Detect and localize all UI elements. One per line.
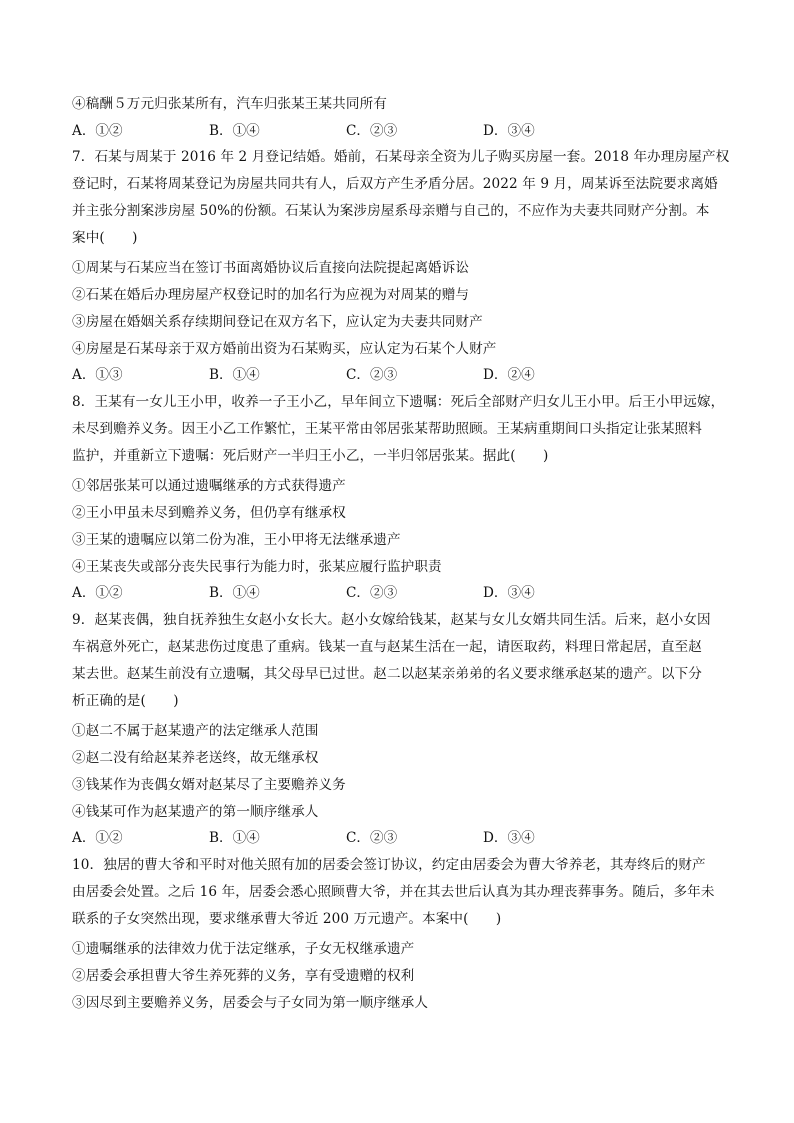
q9-option-b: B．①④ xyxy=(209,830,260,846)
q9-stem-line-4: 析正确的是( ) xyxy=(72,693,179,709)
q8-statement-1: ①邻居张某可以通过遗嘱继承的方式获得遗产 xyxy=(72,478,346,494)
q7-option-b: B．①④ xyxy=(209,367,260,383)
q9-stem-line-3: 某去世。赵某生前没有立遗嘱，其父母早已过世。赵二以赵某亲弟弟的名义要求继承赵某的遗产。以下分 xyxy=(72,666,702,682)
q8-stem-line-2: 未尽到赡养义务。因王小乙工作繁忙，王某平常由邻居张某帮助照顾。王某病重期间口头指定让张某照料 xyxy=(72,421,702,437)
q9-statement-4: ④钱某可作为赵某遗产的第一顺序继承人 xyxy=(72,804,319,820)
q8-option-c: C．②③ xyxy=(346,585,398,601)
q10-stem-line-3: 联系的子女突然出现，要求继承曹大爷近 200 万元遗产。本案中( ) xyxy=(72,911,502,927)
q8-stem-line-3: 监护，并重新立下遗嘱：死后财产一半归王小乙，一半归邻居张某。据此( ) xyxy=(72,448,549,464)
q8-statement-3: ③王某的遗嘱应以第二份为准，王小甲将无法继承遗产 xyxy=(72,532,401,548)
q10-statement-2: ②居委会承担曹大爷生养死葬的义务，享有受遗赠的权利 xyxy=(72,968,415,984)
q8-option-d: D．③④ xyxy=(483,585,535,601)
q6-option-b: B．①④ xyxy=(209,123,260,139)
q9-stem-line-1: 9．赵某丧偶，独自抚养独生女赵小女长大。赵小女嫁给钱某，赵某与女儿女婿共同生活。后来，赵小女因 xyxy=(72,612,711,628)
q10-stem-line-1: 10．独居的曹大爷和平时对他关照有加的居委会签订协议，约定由居委会为曹大爷养老，其寿终后的财产 xyxy=(72,857,706,873)
q7-statement-1: ①周某与石某应当在签订书面离婚协议后直接向法院提起离婚诉讼 xyxy=(72,260,470,276)
q9-statement-1: ①赵二不属于赵某遗产的法定继承人范围 xyxy=(72,723,319,739)
q8-option-a: A．①② xyxy=(72,585,123,601)
q10-statement-1: ①遗嘱继承的法律效力优于法定继承，子女无权继承遗产 xyxy=(72,941,415,957)
q9-statement-2: ②赵二没有给赵某养老送终，故无继承权 xyxy=(72,750,319,766)
q7-statement-3: ③房屋在婚姻关系存续期间登记在双方名下，应认定为夫妻共同财产 xyxy=(72,314,483,330)
q10-stem-line-2: 由居委会处置。之后 16 年，居委会悉心照顾曹大爷，并在其去世后认真为其办理丧葬事务。随后，多年未 xyxy=(72,884,715,900)
q6-option-d: D．③④ xyxy=(483,123,535,139)
q6-option-c: C．②③ xyxy=(346,123,398,139)
q9-option-d: D．③④ xyxy=(483,830,535,846)
q7-statement-4: ④房屋是石某母亲于双方婚前出资为石某购买，应认定为石某个人财产 xyxy=(72,341,497,357)
q6-option-a: A．①② xyxy=(72,123,123,139)
q9-option-c: C．②③ xyxy=(346,830,398,846)
q9-option-a: A．①② xyxy=(72,830,123,846)
q7-stem-line-4: 案中( ) xyxy=(72,230,138,246)
q7-stem-line-1: 7．石某与周某于 2016 年 2 月登记结婚。婚前，石某母亲全资为儿子购买房屋一套。2018 年办理房屋产权 xyxy=(72,149,730,165)
q8-option-b: B．①④ xyxy=(209,585,260,601)
q7-option-d: D．②④ xyxy=(483,367,535,383)
q9-stem-line-2: 车祸意外死亡，赵某悲伤过度患了重病。钱某一直与赵某生活在一起，请医取药，料理日常起居，直至赵 xyxy=(72,639,702,655)
q7-option-a: A．①③ xyxy=(72,367,123,383)
q7-stem-line-3: 并主张分割案涉房屋 50%的份额。石某认为案涉房屋系母亲赠与自己的，不应作为夫妻共同财产分割。本 xyxy=(72,203,710,219)
q7-stem-line-2: 登记时，石某将周某登记为房屋共同共有人，后双方产生矛盾分居。2022 年 9 月，周某诉至法院要求离婚 xyxy=(72,176,718,192)
q7-option-c: C．②③ xyxy=(346,367,398,383)
q8-stem-line-1: 8．王某有一女儿王小甲，收养一子王小乙，早年间立下遗嘱：死后全部财产归女儿王小甲。后王小甲远嫁， xyxy=(72,394,725,410)
q8-statement-4: ④王某丧失或部分丧失民事行为能力时，张某应履行监护职责 xyxy=(72,559,442,575)
q6-statement-4: ④稿酬５万元归张某所有，汽车归张某王某共同所有 xyxy=(72,96,387,112)
q7-statement-2: ②石某在婚后办理房屋产权登记时的加名行为应视为对周某的赠与 xyxy=(72,287,470,303)
q8-statement-2: ②王小甲虽未尽到赡养义务，但仍享有继承权 xyxy=(72,505,346,521)
q10-statement-3: ③因尽到主要赡养义务，居委会与子女同为第一顺序继承人 xyxy=(72,995,429,1011)
q9-statement-3: ③钱某作为丧偶女婿对赵某尽了主要赡养义务 xyxy=(72,777,346,793)
